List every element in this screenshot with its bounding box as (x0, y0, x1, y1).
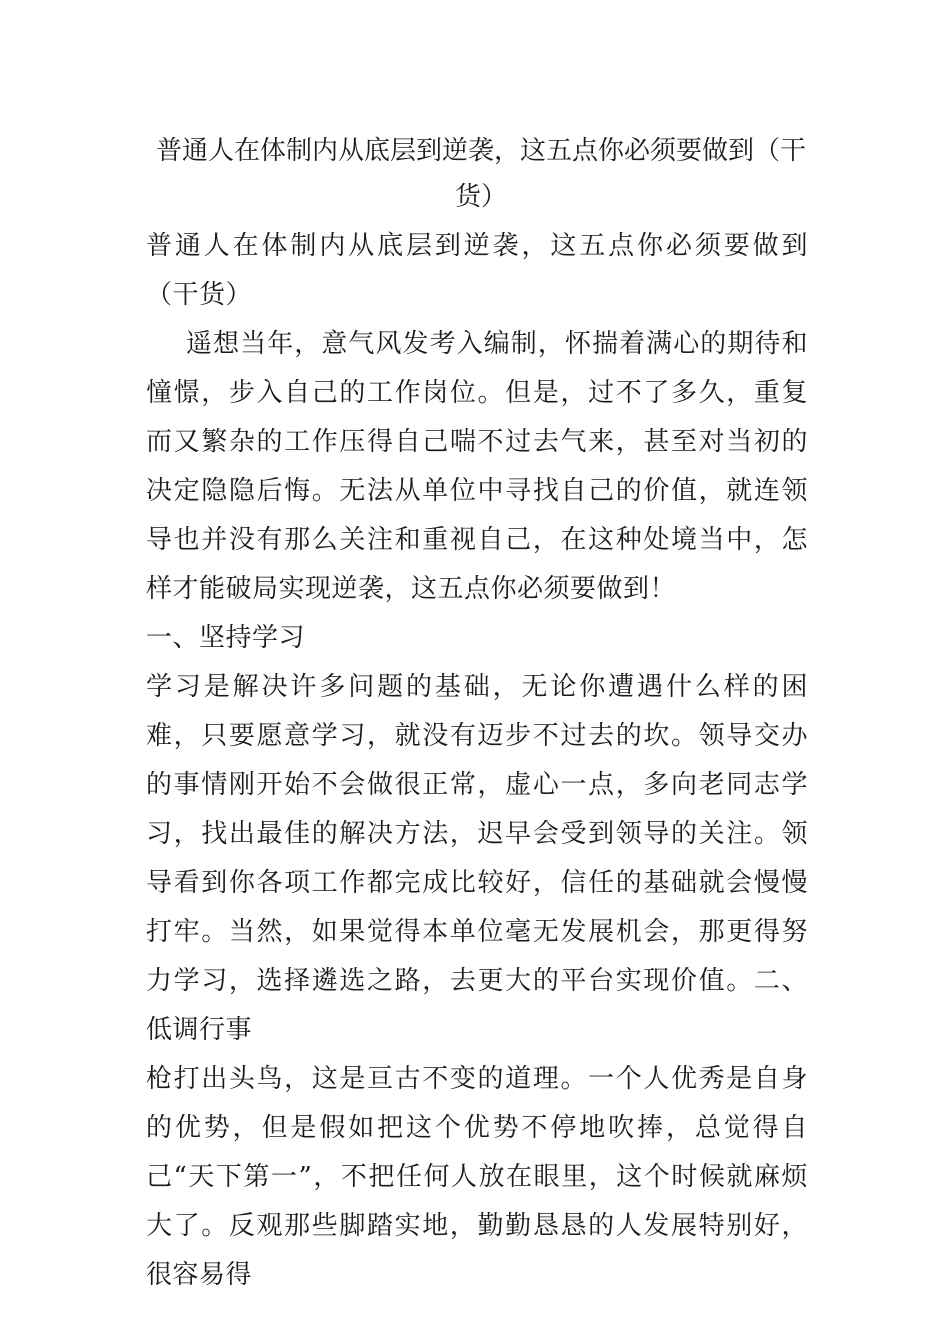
section-1-paragraph: 学习是解决许多问题的基础，无论你遭遇什么样的困难，只要愿意学习，就没有迈步不过去的坎。领导交办的事情刚开始不会做很正常，虚心一点，多向老同志学习，找出最佳的解决方法，迟早会受到领导的关注。领导看到你各项工作都完成比较好，信任的基础就会慢慢打牢。当然，如果觉得本单位毫无发展机会，那更得努力学习，选择遴选之路，去更大的平台实现价值。二、低调行事 (146, 672, 808, 1045)
section-heading-1: 一、坚持学习 (146, 623, 306, 653)
document-page (146, 128, 808, 1300)
section-2-paragraph: 枪打出头鸟，这是亘古不变的道理。一个人优秀是自身的优势，但是假如把这个优势不停地吹捧，总觉得自己“天下第一”，不把任何人放在眼里，这个时候就麻烦大了。反观那些脚踏实地，勤勤恳恳的人发展特别好，很容易得 (146, 1064, 808, 1290)
intro-paragraph: 遥想当年，意气风发考入编制，怀揣着满心的期待和憧憬，步入自己的工作岗位。但是，过不了多久，重复而又繁杂的工作压得自己喘不过去气来，甚至对当初的决定隐隐后悔。无法从单位中寻找自己的价值，就连领导也并没有那么关注和重视自己，在这种处境当中，怎样才能破局实现逆袭，这五点你必须要做到！ (146, 329, 808, 604)
document-title: 普通人在体制内从底层到逆袭，这五点你必须要做到（干货） (155, 136, 806, 212)
document-subtitle-repeat: 普通人在体制内从底层到逆袭，这五点你必须要做到（干货） (146, 231, 808, 310)
